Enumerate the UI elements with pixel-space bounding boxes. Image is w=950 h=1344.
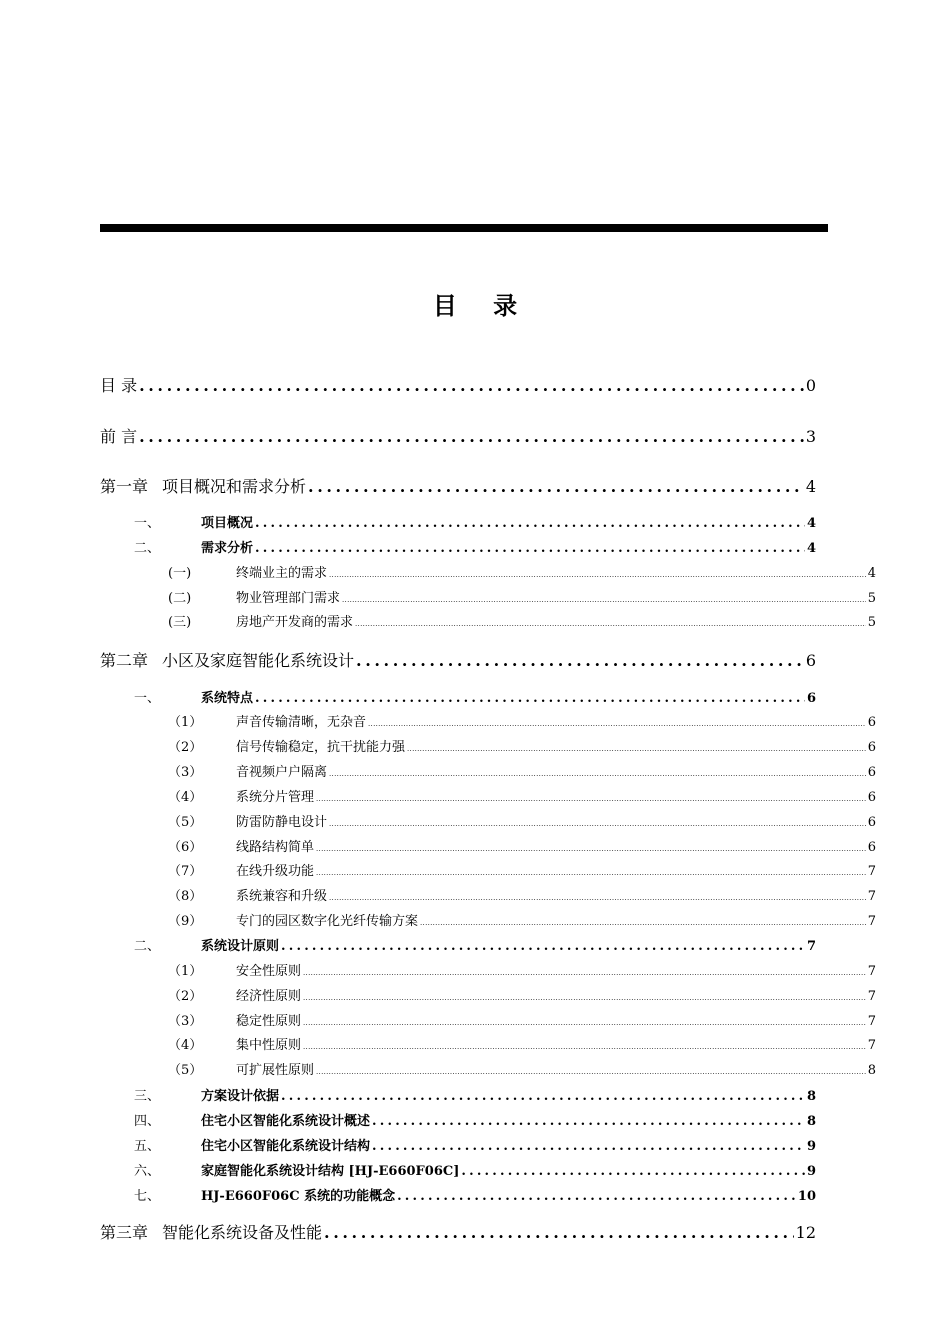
toc-entry-page: 7 <box>867 1014 876 1029</box>
toc-entry[interactable] <box>168 811 876 830</box>
toc-entry-label: 音视频户户隔离 <box>236 765 328 780</box>
toc-entry[interactable] <box>134 512 816 531</box>
toc-entry-label: 智能化系统设备及性能 <box>162 1223 323 1242</box>
toc-entry[interactable] <box>100 373 816 396</box>
toc-entry[interactable] <box>134 1185 816 1204</box>
toc-entry-label: 物业管理部门需求 <box>236 591 341 606</box>
toc-dot-leader <box>139 376 804 395</box>
toc-entry-number: （7） <box>168 864 203 879</box>
toc-entry-number: 五、 <box>134 1139 161 1154</box>
toc-entry[interactable] <box>168 960 876 979</box>
toc-entry-label: 稳定性原则 <box>236 1014 302 1029</box>
toc-entry-label: 系统特点 <box>201 691 254 706</box>
toc-dot-leader <box>355 620 866 628</box>
toc-entry[interactable] <box>100 1220 816 1243</box>
toc-entry-page: 6 <box>867 715 876 730</box>
toc-entry-page: 7 <box>867 864 876 879</box>
toc-entry-number: （2） <box>168 989 203 1004</box>
toc-entry-page: 7 <box>867 964 876 979</box>
toc-entry-page: 4 <box>806 516 816 531</box>
toc-dot-leader <box>342 596 866 604</box>
toc-entry[interactable] <box>168 885 876 904</box>
toc-entry-page: 8 <box>867 1063 876 1078</box>
toc-entry-label: 信号传输稳定，抗干扰能力强 <box>236 740 406 755</box>
toc-entry-page: 3 <box>805 427 816 446</box>
toc-entry[interactable] <box>100 424 816 447</box>
toc-entry-number: 一、 <box>134 516 161 531</box>
toc-entry[interactable] <box>168 711 876 730</box>
toc-entry-page: 5 <box>867 591 876 606</box>
toc-dot-leader <box>281 1089 805 1104</box>
toc-dot-leader <box>461 1164 805 1179</box>
toc-entry-label: 方案设计依据 <box>201 1089 280 1104</box>
toc-dot-leader <box>303 1043 866 1051</box>
toc-entry-number: （3） <box>168 765 203 780</box>
toc-entry-number: （5） <box>168 815 203 830</box>
toc-entry-label: 家庭智能化系统设计结构 [HJ-E660F06C] <box>201 1164 460 1179</box>
toc-entry[interactable] <box>134 1110 816 1129</box>
toc-entry-page: 4 <box>805 477 816 496</box>
toc-entry-page: 6 <box>806 691 816 706</box>
toc-entry-label: 项目概况和需求分析 <box>162 477 307 496</box>
toc-entry-number: 第三章 <box>100 1223 149 1242</box>
toc-entry-label: 在线升级功能 <box>236 864 315 879</box>
toc-entry-page: 4 <box>806 541 816 556</box>
toc-dot-leader <box>139 427 804 446</box>
toc-entry-number: 三、 <box>134 1089 161 1104</box>
toc-entry-page: 6 <box>867 840 876 855</box>
toc-title: 目 录 <box>432 291 532 320</box>
toc-entry[interactable] <box>100 474 816 497</box>
toc-entry-label: 项目概况 <box>201 516 254 531</box>
toc-entry[interactable] <box>168 985 876 1004</box>
toc-entry-label: 系统兼容和升级 <box>236 889 328 904</box>
toc-dot-leader <box>324 1223 794 1242</box>
toc-dot-leader <box>397 1189 796 1204</box>
toc-entry-label: 需求分析 <box>201 541 254 556</box>
toc-dot-leader <box>303 994 866 1002</box>
toc-entry[interactable] <box>168 611 876 630</box>
toc-entry-number: (三) <box>168 615 192 630</box>
toc-entry-page: 9 <box>806 1139 816 1154</box>
toc-entry-label: HJ-E660F06C 系统的功能概念 <box>201 1189 396 1204</box>
toc-entry-page: 10 <box>797 1189 816 1204</box>
toc-entry-number: 七、 <box>134 1189 161 1204</box>
toc-entry[interactable] <box>134 1085 816 1104</box>
toc-entry-number: （9） <box>168 914 203 929</box>
toc-dot-leader <box>316 1068 866 1076</box>
toc-entry-page: 8 <box>806 1089 816 1104</box>
toc-entry-label: 线路结构简单 <box>236 840 315 855</box>
toc-entry-page: 4 <box>867 566 876 581</box>
toc-entry[interactable] <box>168 736 876 755</box>
toc-dot-leader <box>329 770 866 778</box>
toc-entry-page: 6 <box>867 790 876 805</box>
toc-entry-number: （1） <box>168 964 203 979</box>
toc-dot-leader <box>420 919 866 927</box>
toc-entry-number: （1） <box>168 715 203 730</box>
toc-entry-page: 0 <box>805 376 816 395</box>
toc-entry-page: 5 <box>867 615 876 630</box>
toc-entry-label: 声音传输清晰，无杂音 <box>236 715 367 730</box>
toc-entry-page: 9 <box>806 1164 816 1179</box>
toc-entry[interactable] <box>168 761 876 780</box>
toc-entry-label: 前 言 <box>100 427 138 446</box>
toc-entry-number: 六、 <box>134 1164 161 1179</box>
toc-entry-page: 6 <box>867 740 876 755</box>
toc-entry-label: 终端业主的需求 <box>236 566 328 581</box>
toc-dot-leader <box>372 1114 805 1129</box>
toc-dot-leader <box>308 477 804 496</box>
toc-entry-label: 小区及家庭智能化系统设计 <box>162 651 355 670</box>
toc-entry[interactable] <box>168 1059 876 1078</box>
toc-entry[interactable] <box>168 910 876 929</box>
toc-entry-number: （4） <box>168 790 203 805</box>
toc-entry-number: 四、 <box>134 1114 161 1129</box>
toc-entry-number: （2） <box>168 740 203 755</box>
toc-entry[interactable] <box>100 648 816 671</box>
toc-dot-leader <box>407 745 866 753</box>
toc-entry-number: （3） <box>168 1014 203 1029</box>
toc-entry-label: 防雷防静电设计 <box>236 815 328 830</box>
toc-entry-number: (一) <box>168 566 192 581</box>
toc-entry-page: 7 <box>867 889 876 904</box>
toc-entry-label: 房地产开发商的需求 <box>236 615 354 630</box>
toc-entry-label: 住宅小区智能化系统设计结构 <box>201 1139 371 1154</box>
toc-entry-label: 安全性原则 <box>236 964 302 979</box>
toc-entry-label: 住宅小区智能化系统设计概述 <box>201 1114 371 1129</box>
toc-entry-page: 7 <box>867 989 876 1004</box>
toc-dot-leader <box>303 1019 866 1027</box>
toc-entry-number: 二、 <box>134 541 161 556</box>
toc-entry-page: 6 <box>805 651 816 670</box>
toc-entry-page: 7 <box>867 1038 876 1053</box>
toc-entry-label: 集中性原则 <box>236 1038 302 1053</box>
toc-entry-page: 6 <box>867 815 876 830</box>
toc-entry[interactable] <box>168 1010 876 1029</box>
toc-entry-number: （8） <box>168 889 203 904</box>
toc-dot-leader <box>372 1139 805 1154</box>
toc-entry-label: 可扩展性原则 <box>236 1063 315 1078</box>
toc-dot-leader <box>255 541 805 556</box>
toc-entry[interactable] <box>134 687 816 706</box>
toc-entry-label: 目 录 <box>100 376 138 395</box>
toc-dot-leader <box>368 720 866 728</box>
toc-entry[interactable] <box>168 836 876 855</box>
toc-dot-leader <box>303 969 866 977</box>
toc-entry-number: （5） <box>168 1063 203 1078</box>
toc-entry-label: 专门的园区数字化光纤传输方案 <box>236 914 419 929</box>
toc-entry-page: 8 <box>806 1114 816 1129</box>
toc-entry-number: (二) <box>168 591 192 606</box>
toc-entry-label: 系统设计原则 <box>201 939 280 954</box>
toc-entry[interactable] <box>168 562 876 581</box>
toc-entry-number: 一、 <box>134 691 161 706</box>
toc-entry-page: 7 <box>806 939 816 954</box>
toc-entry-page: 7 <box>867 914 876 929</box>
toc-dot-leader <box>316 845 866 853</box>
toc-dot-leader <box>329 571 866 579</box>
toc-entry[interactable] <box>134 935 816 954</box>
toc-entry[interactable] <box>134 537 816 556</box>
toc-entry[interactable] <box>168 786 876 805</box>
toc-entry[interactable] <box>168 860 876 879</box>
toc-entry[interactable] <box>168 587 876 606</box>
toc-entry-page: 6 <box>867 765 876 780</box>
toc-dot-leader <box>316 795 866 803</box>
toc-entry[interactable] <box>168 1034 876 1053</box>
toc-dot-leader <box>281 939 805 954</box>
toc-entry-number: 第一章 <box>100 477 149 496</box>
toc-dot-leader <box>329 894 866 902</box>
toc-entry-number: 第二章 <box>100 651 149 670</box>
toc-dot-leader <box>316 869 866 877</box>
toc-dot-leader <box>329 820 866 828</box>
toc-entry-number: （6） <box>168 840 203 855</box>
toc-entry[interactable] <box>134 1160 816 1179</box>
toc-entry-label: 经济性原则 <box>236 989 302 1004</box>
toc-dot-leader <box>255 516 805 531</box>
toc-entry-label: 系统分片管理 <box>236 790 315 805</box>
toc-entry-number: 二、 <box>134 939 161 954</box>
toc-entry-page: 12 <box>795 1223 816 1242</box>
toc-entry[interactable] <box>134 1135 816 1154</box>
toc-entry-number: （4） <box>168 1038 203 1053</box>
toc-dot-leader <box>255 691 805 706</box>
toc-dot-leader <box>356 651 804 670</box>
